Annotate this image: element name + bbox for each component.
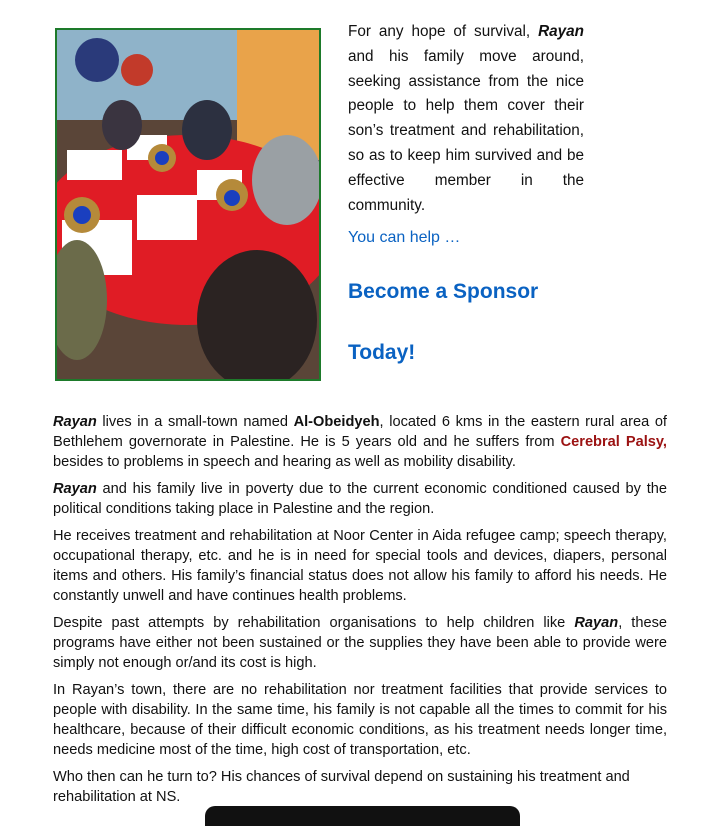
intro-paragraph <box>348 20 584 218</box>
child-name: Rayan <box>53 481 97 497</box>
paragraph-1 <box>53 412 667 472</box>
paragraph-2 <box>53 479 667 519</box>
photo-children-at-table <box>55 28 321 381</box>
paragraph-3: He receives treatment and rehabilitation at Noor Center in Aida refugee camp; speech therapy, occupational therapy, etc. and he is in need for special tools and devices, diapers, personal items and others. His family’s financial status does not allow his family to afford his needs. He constantly unwell and have continues health problems. <box>53 528 667 604</box>
become-sponsor-heading: Become a Sponsor <box>348 280 539 303</box>
paragraph-6: Who then can he turn to? His chances of survival depend on sustaining his treatment and rehabilitation at NS. <box>53 769 630 805</box>
bottom-banner-shape <box>205 806 520 826</box>
text: , located 6 kms in the eastern rural area of Bethlehem governorate in Palestine. He is 5 years old and he suffers from <box>53 414 667 450</box>
text: For any hope of survival, <box>348 23 539 40</box>
story-body <box>53 412 667 814</box>
text: Despite past attempts by rehabilitation organisations to help children like <box>53 615 575 631</box>
child-name: Rayan <box>574 615 619 631</box>
text: and his family move around, seeking assistance from the nice people to help them cover their son’s treatment and rehabilitation, so as to keep him survived and be effective member in the community. <box>348 47 584 214</box>
town-name: Al-Obeidyeh <box>293 414 380 430</box>
today-heading: Today! <box>348 341 416 364</box>
text: , these programs have either not been sustained or the supplies they have been able to provide were simply not enough or/and its cost is high. <box>53 615 668 671</box>
text: and his family live in poverty due to the current economic conditioned caused by the political conditions taking place in Palestine and the region. <box>53 481 667 517</box>
text: lives in a small-town named <box>96 414 294 430</box>
text: besides to problems in speech and hearing as well as mobility disability. <box>53 454 516 470</box>
condition: Cerebral Palsy, <box>560 434 667 450</box>
child-name: Rayan <box>53 414 97 430</box>
intro-column <box>348 20 584 251</box>
paragraph-4 <box>53 613 667 673</box>
child-name: Rayan <box>538 23 584 40</box>
paragraph-5: In Rayan’s town, there are no rehabilitation nor treatment facilities that provide services to people with disability. In the same time, his family is not capable all the times to commit for his healthcare, because of their difficult economic conditions, as his treatment needs longer time, needs medicine most of the time, high cost of transportation, etc. <box>53 682 667 758</box>
you-can-help: You can help … <box>348 229 461 247</box>
